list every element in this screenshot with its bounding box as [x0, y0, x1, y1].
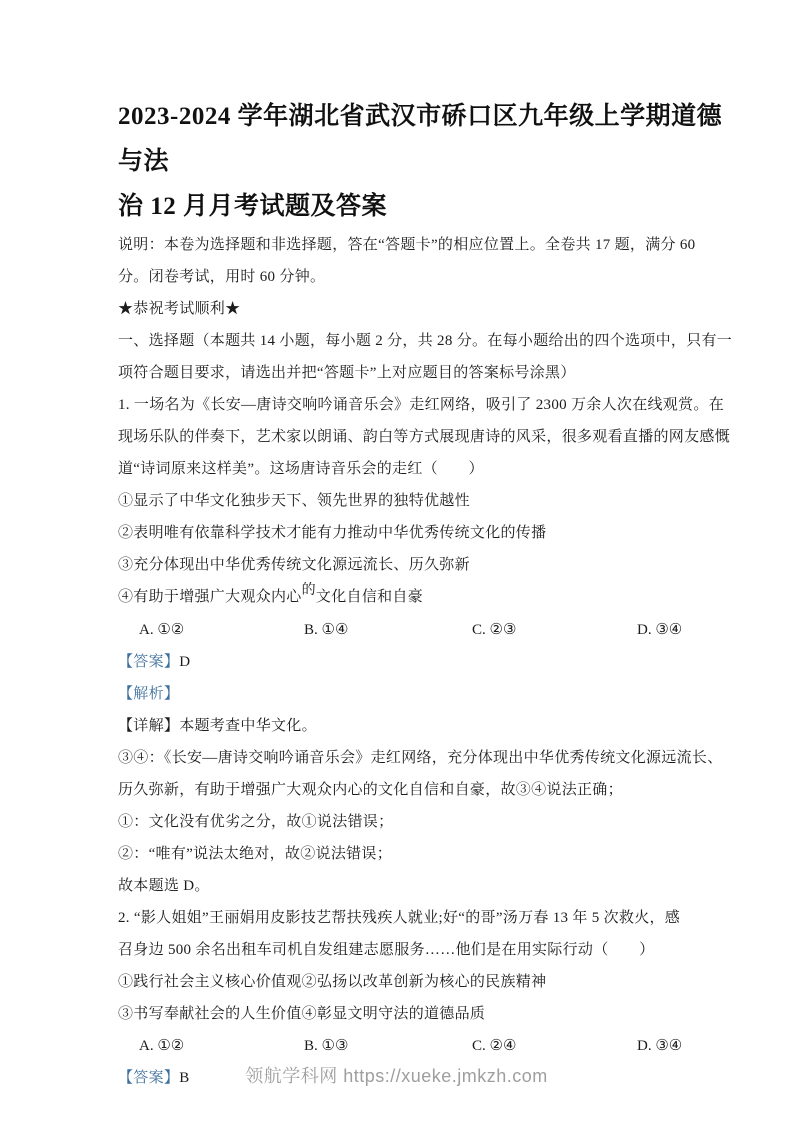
question-1 [118, 389, 731, 902]
q2-option-a: A. ①② [139, 1038, 185, 1054]
q2-stem-line-1: 2. “影人姐姐”王丽娟用皮影技艺帮扶残疾人就业;好“的哥”汤万春 13 年 5 次救火，感 [118, 910, 681, 926]
q2-item-line-2: ③书写奉献社会的人生价值④彰显文明守法的道德品质 [118, 1006, 486, 1022]
q1-item-4-suffix: 文化自信和自豪 [315, 589, 424, 605]
q1-item-3: ③充分体现出中华优秀传统文化源远流长、历久弥新 [118, 557, 470, 573]
section-header-line-2: 项符合题目要求，请选出并把“答题卡”上对应题目的答案标号涂黑） [118, 365, 576, 381]
instructions-line-1: 说明：本卷为选择题和非选择题，答在“答题卡”的相应位置上。全卷共 17 题，满分 60 [118, 237, 696, 253]
q1-option-b: B. ①④ [304, 622, 349, 638]
q1-explain-line-2: 历久弥新，有助于增强广大观众内心的文化自信和自豪，故③④说法正确； [118, 782, 623, 798]
q1-item-4-prefix: ④有助于增强广大观众内心 [118, 589, 302, 605]
q1-item-2: ②表明唯有依靠科学技术才能有力推动中华优秀传统文化的传播 [118, 525, 547, 541]
q1-item-4 [118, 581, 723, 614]
exam-instructions [118, 229, 733, 389]
title-line-2: 治 12 月月考试题及答案 [118, 193, 388, 220]
q1-option-a: A. ①② [139, 622, 185, 638]
q1-answer-row [118, 646, 723, 678]
q1-option-c: C. ②③ [472, 622, 517, 638]
q1-stem-line-1: 1. 一场名为《长安—唐诗交响吟诵音乐会》走红网络，吸引了 2300 万余人次在线观赏。在 [118, 397, 725, 413]
q1-answer-value: D [179, 654, 191, 670]
q1-explain-line-4: ②：“唯有”说法太绝对，故②说法错误； [118, 846, 393, 862]
watermark-footer: 领航学科网 https://xueke.jmkzh.com [245, 1066, 548, 1086]
section-header-line-1: 一、选择题（本题共 14 小题，每小题 2 分，共 28 分。在每小题给出的四个选项中，只有一 [118, 333, 733, 349]
q1-item-1: ①显示了中华文化独步天下、领先世界的独特优越性 [118, 493, 470, 509]
q2-answer-label: 【答案】 [118, 1070, 180, 1086]
q1-explain-line-1: ③④：《长安—唐诗交响吟诵音乐会》走红网络，充分体现出中华优秀传统文化源远流长、 [118, 750, 723, 766]
q2-option-b: B. ①③ [304, 1038, 349, 1054]
q2-item-line-1: ①践行社会主义核心价值观②弘扬以改革创新为核心的民族精神 [118, 974, 547, 990]
q2-options-row [118, 1030, 723, 1062]
exam-wish: ★恭祝考试顺利★ [118, 301, 241, 317]
q1-stem-line-2: 现场乐队的伴奏下，艺术家以朗诵、韵白等方式展现唐诗的风采，很多观看直播的网友感慨 [118, 429, 731, 445]
q2-option-c: C. ②④ [472, 1038, 517, 1054]
q1-explain-line-3: ①：文化没有优劣之分，故①说法错误； [118, 814, 394, 830]
q1-item-4-superscript: 的 [301, 583, 316, 598]
q1-conclusion: 故本题选 D。 [118, 878, 210, 894]
q1-detail-text: 本题考查中华文化。 [179, 718, 317, 734]
title-line-1: 2023-2024 学年湖北省武汉市硚口区九年级上学期道德与法 [118, 103, 723, 175]
q1-analysis-label: 【解析】 [118, 686, 180, 702]
page-title [118, 94, 723, 229]
q2-stem-line-2: 召身边 500 余名出租车司机自发组建志愿服务……他们是在用实际行动（ ） [118, 942, 655, 958]
q1-stem-line-3: 道“诗词原来这样美”。这场唐诗音乐会的走红（ ） [118, 461, 484, 477]
q1-detail-row [118, 710, 723, 742]
q1-detail-label: 【详解】 [118, 718, 180, 734]
instructions-line-2: 分。闭卷考试，用时 60 分钟。 [118, 269, 326, 285]
q1-option-d: D. ③④ [637, 622, 683, 638]
q1-answer-label: 【答案】 [118, 654, 180, 670]
q2-answer-value: B [179, 1070, 190, 1086]
q1-options-row [118, 614, 723, 646]
q2-option-d: D. ③④ [637, 1038, 683, 1054]
q1-analysis-row [118, 678, 723, 710]
